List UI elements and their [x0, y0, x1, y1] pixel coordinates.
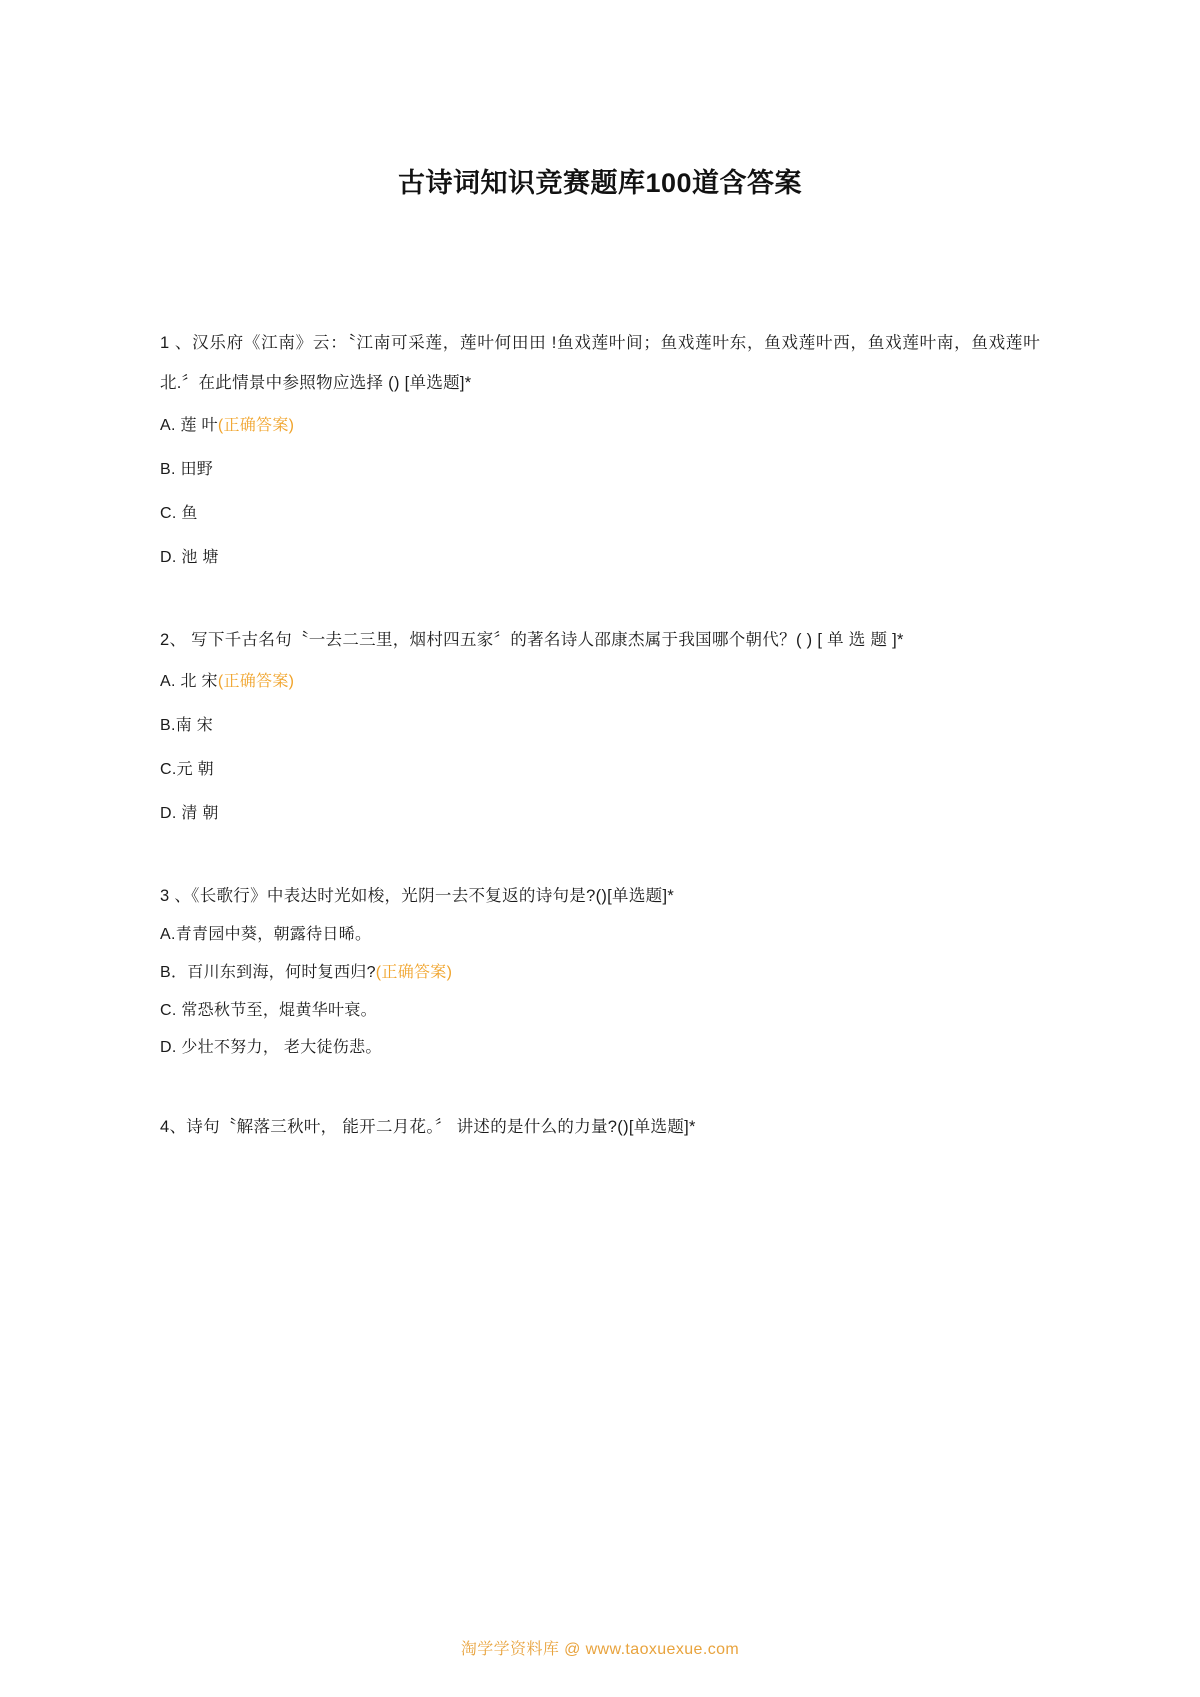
question-stem: 1 、汉乐府《江南》云：〝江南可采莲，莲叶何田田 !鱼戏莲叶间；鱼戏莲叶东，鱼戏莲叶西，鱼戏莲叶南，鱼戏莲叶北.〞在此情景中参照物应选择 () [单选题]*	[160, 333, 1040, 393]
option-text: B.南 宋	[160, 717, 214, 735]
question-block	[160, 876, 1040, 1067]
option-text: A. 莲 叶	[160, 416, 218, 434]
question-stem: 2、 写下千古名句〝一去二三里，烟村四五家〞的著名诗人邵康杰属于我国哪个朝代？( ) [ 单 选 题 ]*	[160, 630, 904, 649]
option-text: D. 池 塘	[160, 548, 219, 566]
option-row[interactable]	[160, 916, 1040, 954]
footer-watermark: 淘学学资料库 @ www.taoxuexue.com	[460, 1641, 740, 1658]
correct-answer-tag: (正确答案)	[217, 416, 295, 434]
question-block	[160, 1107, 1040, 1147]
question-block	[160, 323, 1040, 580]
question-stem: 4、诗句〝解落三秋叶， 能开二月花。〞 讲述的是什么的力量?()[单选题]*	[160, 1117, 696, 1136]
option-row[interactable]	[160, 954, 1040, 992]
option-text: A. 北 宋	[160, 673, 218, 691]
option-text: C.元 朝	[160, 761, 214, 779]
correct-answer-tag: (正确答案)	[375, 964, 453, 982]
option-text: D. 少壮不努力， 老大徒伤悲。	[160, 1039, 382, 1057]
option-row[interactable]	[160, 792, 1040, 836]
option-row[interactable]	[160, 492, 1040, 536]
option-row[interactable]	[160, 992, 1040, 1030]
option-text: C. 常恐秋节至，焜黄华叶衰。	[160, 1001, 377, 1019]
option-row[interactable]	[160, 704, 1040, 748]
option-text: C. 鱼	[160, 504, 198, 522]
option-row[interactable]	[160, 660, 1040, 704]
option-text: B．百川东到海，何时复西归?	[160, 964, 376, 982]
option-row[interactable]	[160, 748, 1040, 792]
option-text: D. 清 朝	[160, 805, 219, 823]
option-row[interactable]	[160, 448, 1040, 492]
question-list	[160, 323, 1040, 1147]
option-row[interactable]	[160, 1029, 1040, 1067]
page-title: 古诗词知识竞赛题库100道含答案	[397, 168, 803, 198]
question-stem: 3 、《长歌行》中表达时光如梭，光阴一去不复返的诗句是?()[单选题]*	[160, 887, 675, 906]
option-row[interactable]	[160, 536, 1040, 580]
option-text: B. 田野	[160, 460, 214, 478]
option-row[interactable]	[160, 404, 1040, 448]
option-text: A.青青园中葵，朝露待日晞。	[160, 926, 372, 944]
correct-answer-tag: (正确答案)	[217, 673, 295, 691]
question-block	[160, 620, 1040, 836]
